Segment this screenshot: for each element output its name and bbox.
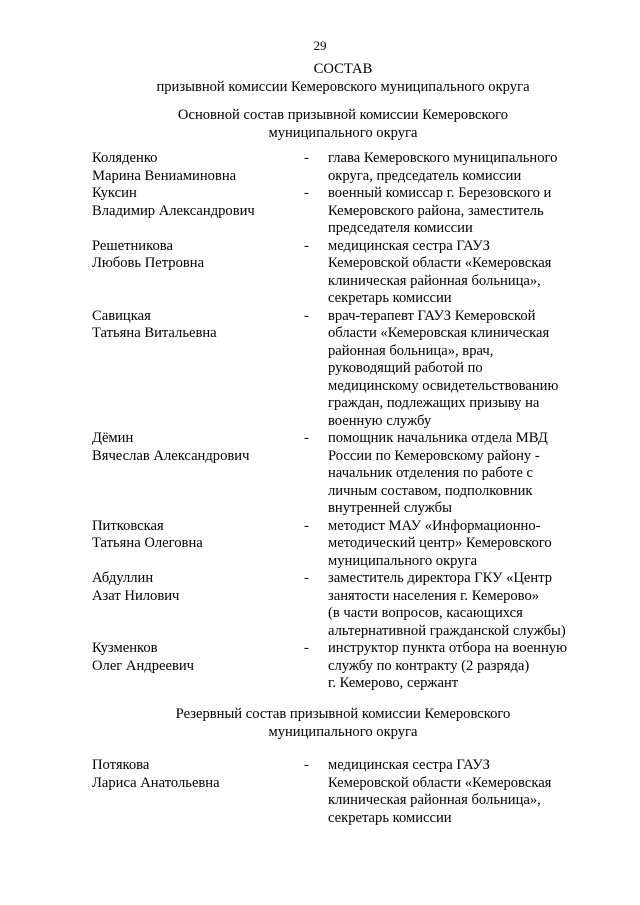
member-given-names: Владимир Александрович xyxy=(92,202,255,219)
member-entry xyxy=(92,570,592,640)
member-dash xyxy=(302,430,328,518)
dash-separator: - xyxy=(304,757,309,773)
reserve-section-heading-line: муниципального округа xyxy=(268,723,418,740)
member-entry xyxy=(92,757,592,827)
main-members-list xyxy=(92,150,592,693)
member-entry xyxy=(92,185,592,238)
member-given-names: Олег Андреевич xyxy=(92,657,194,674)
dash-separator: - xyxy=(304,237,309,254)
member-role: глава Кемеровского муниципального округа, председатель комиссии xyxy=(328,150,558,184)
member-surname: Коляденко xyxy=(92,150,158,166)
main-section-heading-line: муниципального округа xyxy=(268,124,418,141)
reserve-section-heading xyxy=(0,706,640,741)
member-name xyxy=(92,640,302,693)
member-dash xyxy=(302,640,328,693)
member-role: врач-терапевт ГАУЗ Кемеровской области «Кемеровская клиническая районная больница», врач, руководящий работой по медицинскому освидетельствованию граждан, подлежащих призыву на военную службу xyxy=(328,307,559,429)
member-surname: Кузменков xyxy=(92,640,158,656)
member-entry xyxy=(92,308,592,431)
member-dash xyxy=(302,238,328,308)
member-role: помощник начальника отдела МВД России по Кемеровскому району - начальник отделения по работе с личным составом, подполковник внутренней службы xyxy=(328,430,548,516)
reserve-section-heading-line: Резервный состав призывной комиссии Кемеровского xyxy=(175,706,511,722)
member-given-names: Любовь Петровна xyxy=(92,255,205,271)
member-dash xyxy=(302,570,328,640)
member-name xyxy=(92,757,302,827)
member-role: военный комиссар г. Березовского и Кемеровского района, заместитель председателя комиссии xyxy=(328,185,552,236)
member-entry xyxy=(92,518,592,571)
dash-separator: - xyxy=(304,640,309,656)
member-entry xyxy=(92,640,592,693)
dash-separator: - xyxy=(304,150,309,166)
dash-separator: - xyxy=(304,517,309,534)
member-surname: Куксин xyxy=(92,185,137,201)
document-title: СОСТАВ xyxy=(313,61,373,77)
member-role: заместитель директора ГКУ «Центр занятости населения г. Кемерово» (в части вопросов, касающихся альтернативной гражданской службы) xyxy=(328,570,566,639)
member-surname: Савицкая xyxy=(92,307,151,324)
document-subtitle: призывной комиссии Кемеровского муниципального округа xyxy=(156,78,530,95)
dash-separator: - xyxy=(304,307,309,324)
member-role: медицинская сестра ГАУЗ Кемеровской области «Кемеровская клиническая районная больница», секретарь комиссии xyxy=(328,757,552,826)
member-given-names: Вячеслав Александрович xyxy=(92,447,250,464)
member-entry xyxy=(92,430,592,518)
member-role: инструктор пункта отбора на военную службу по контракту (2 разряда) г. Кемерово, сержант xyxy=(328,640,568,691)
member-role: методист МАУ «Информационно- методический центр» Кемеровского муниципального округа xyxy=(328,517,552,569)
member-role: медицинская сестра ГАУЗ Кемеровской области «Кемеровская клиническая районная больница», секретарь комиссии xyxy=(328,237,552,306)
member-dash xyxy=(302,518,328,571)
main-section-heading-line: Основной состав призывной комиссии Кемеровского xyxy=(177,107,509,123)
member-surname: Потякова xyxy=(92,757,150,773)
document-title-block xyxy=(0,61,640,96)
reserve-members-list xyxy=(92,757,592,827)
member-surname: Абдуллин xyxy=(92,570,154,586)
dash-separator: - xyxy=(304,430,309,446)
member-name xyxy=(92,430,302,518)
member-given-names: Татьяна Олеговна xyxy=(92,535,203,551)
member-name xyxy=(92,150,302,185)
member-name xyxy=(92,308,302,431)
member-name xyxy=(92,518,302,571)
member-name xyxy=(92,570,302,640)
page-number: 29 xyxy=(313,38,327,53)
dash-separator: - xyxy=(304,570,309,586)
dash-separator: - xyxy=(304,185,309,201)
member-given-names: Лариса Анатольевна xyxy=(92,774,220,791)
member-dash xyxy=(302,150,328,185)
member-name xyxy=(92,238,302,308)
member-given-names: Татьяна Витальевна xyxy=(92,325,217,341)
member-dash xyxy=(302,185,328,238)
member-name xyxy=(92,185,302,238)
member-given-names: Азат Нилович xyxy=(92,587,180,604)
member-entry xyxy=(92,150,592,185)
member-surname: Питковская xyxy=(92,517,164,534)
member-entry xyxy=(92,238,592,308)
main-section-heading xyxy=(0,107,640,142)
member-surname: Дёмин xyxy=(92,430,134,446)
member-dash xyxy=(302,308,328,431)
member-given-names: Марина Вениаминовна xyxy=(92,167,237,184)
member-dash xyxy=(302,757,328,827)
member-surname: Решетникова xyxy=(92,237,173,254)
